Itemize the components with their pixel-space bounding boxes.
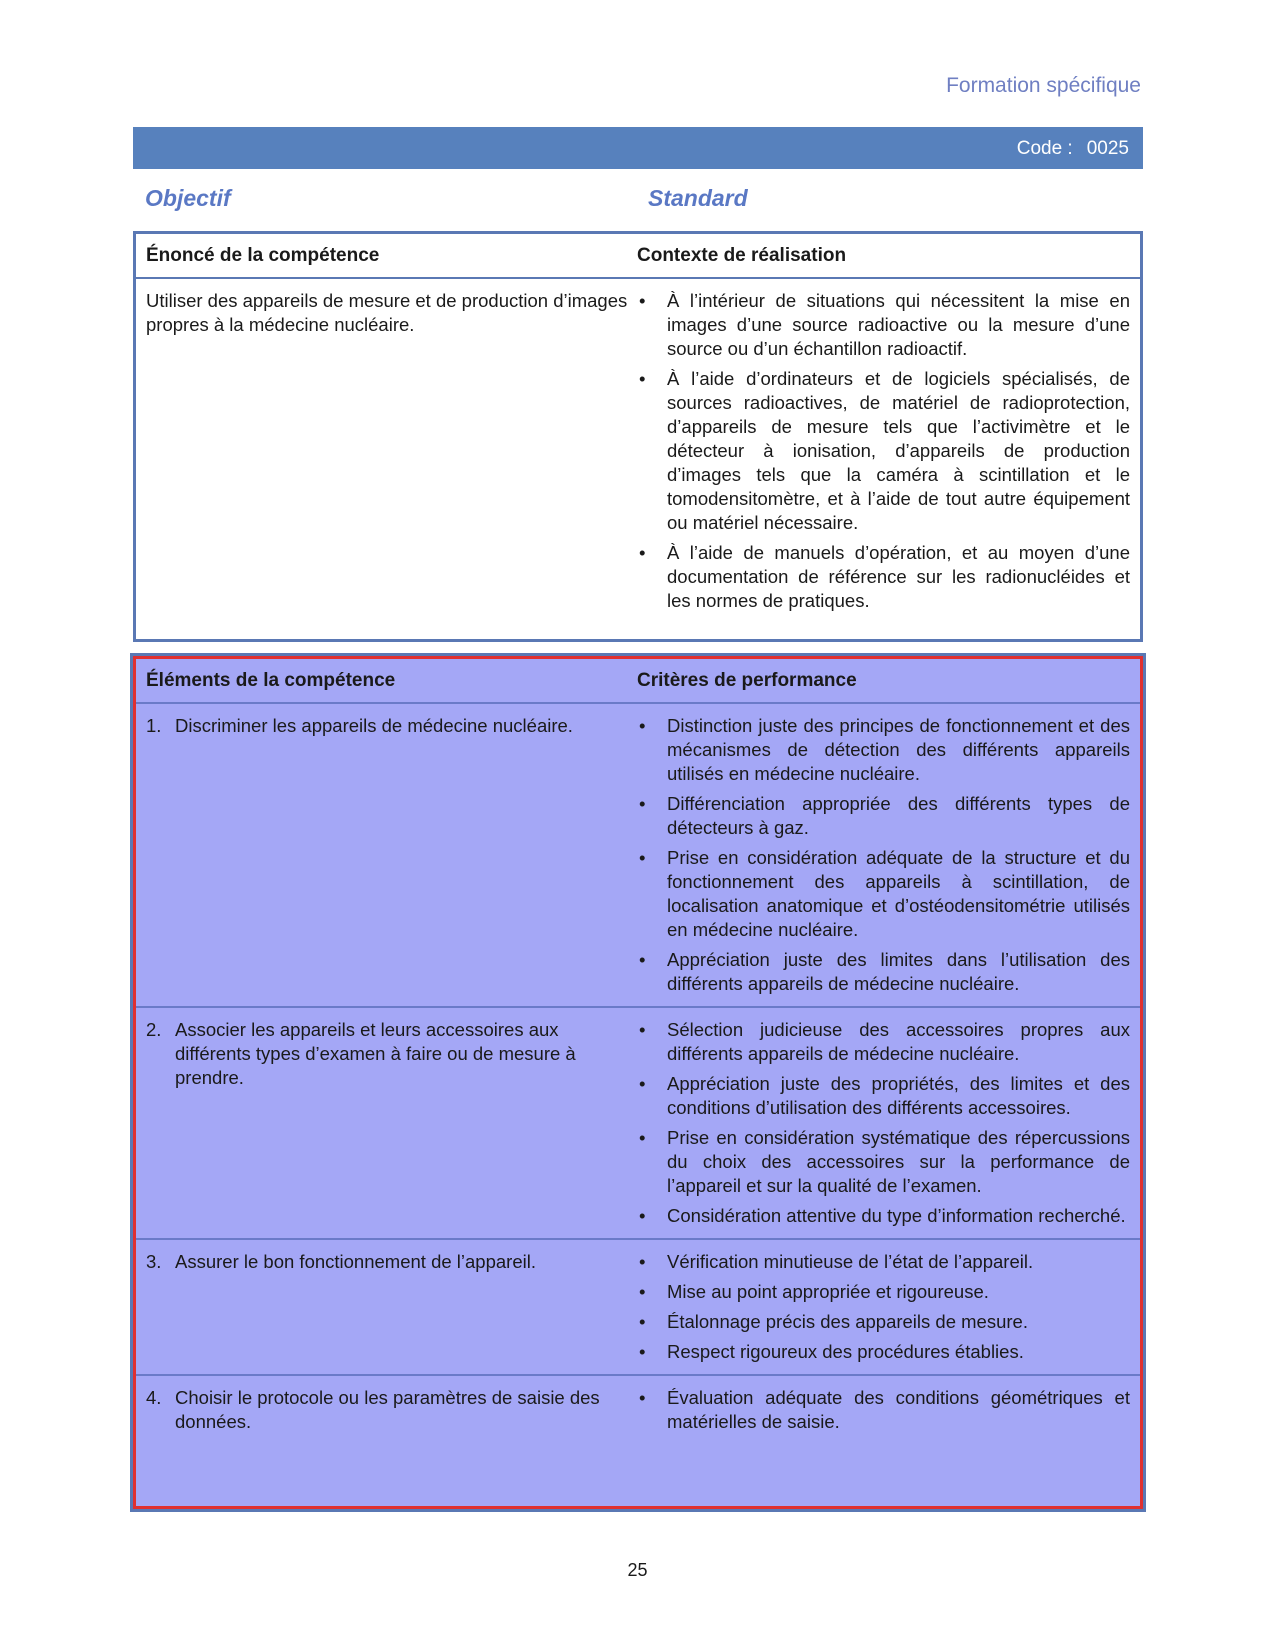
list-item: • Distinction juste des principes de fonctionnement et des mécanismes de détection des différents appareils utilisés en médecine nucléaire.	[637, 714, 1130, 786]
table-row	[136, 704, 1140, 1008]
criteria-list	[637, 1018, 1130, 1228]
list-item: • Mise au point appropriée et rigoureuse.	[637, 1280, 1130, 1304]
element-text: Assurer le bon fonctionnement de l’appareil.	[175, 1251, 536, 1272]
table-row	[136, 1008, 1140, 1240]
competency-elements-table	[133, 656, 1143, 1509]
element-item	[146, 1018, 637, 1090]
table-row	[136, 1376, 1140, 1444]
list-item: • Prise en considération systématique des répercussions du choix des accessoires sur la performance de l’appareil et sur la qualité de l’examen.	[637, 1126, 1130, 1198]
list-item: • Appréciation juste des propriétés, des limites et des conditions d’utilisation des différents accessoires.	[637, 1072, 1130, 1120]
list-item: • À l’aide de manuels d’opération, et au moyen d’une documentation de référence sur les radionucléides et les normes de pratiques.	[637, 541, 1130, 613]
criteria-list	[637, 1386, 1130, 1434]
table-row	[136, 1240, 1140, 1376]
list-item: • Évaluation adéquate des conditions géométriques et matérielles de saisie.	[637, 1386, 1130, 1434]
document-header-title: Formation spécifique	[946, 74, 1141, 97]
code-bar	[133, 127, 1143, 169]
table-row	[136, 279, 1140, 619]
elements-header: Éléments de la compétence	[146, 669, 396, 691]
element-number: 1.	[146, 715, 162, 736]
list-item: • Appréciation juste des limites dans l’utilisation des différents appareils de médecine nucléaire.	[637, 948, 1130, 996]
competency-statement: Utiliser des appareils de mesure et de production d’images propres à la médecine nucléaire.	[146, 290, 628, 335]
element-item	[146, 1386, 637, 1434]
element-text: Associer les appareils et leurs accessoires aux différents types d’examen à faire ou de mesure à prendre.	[175, 1019, 576, 1088]
list-item: • À l’aide d’ordinateurs et de logiciels spécialisés, de sources radioactives, de matériel de radioprotection, d’appareils de mesure tels que l’activimètre et le détecteur à ionisation, d’appareils de production d’images tels que la caméra à scintillation et le tomodensitomètre, et à l’aide de tout autre équipement ou matériel nécessaire.	[637, 367, 1130, 535]
list-item: • À l’intérieur de situations qui nécessitent la mise en images d’une source radioactive ou la mesure d’une source ou d’un échantillon radioactif.	[637, 289, 1130, 361]
list-item: • Respect rigoureux des procédures établies.	[637, 1340, 1130, 1364]
table-header-row	[136, 234, 1140, 279]
criteria-header: Critères de performance	[637, 669, 857, 691]
competency-code	[1017, 138, 1129, 160]
objective-heading: Objectif	[145, 185, 231, 211]
element-text: Choisir le protocole ou les paramètres de saisie des données.	[175, 1387, 600, 1432]
element-number: 2.	[146, 1019, 162, 1040]
element-number: 4.	[146, 1387, 162, 1408]
criteria-list	[637, 1250, 1130, 1364]
page-number: 25	[627, 1560, 648, 1580]
list-item: • Considération attentive du type d’information recherché.	[637, 1204, 1130, 1228]
list-item: • Différenciation appropriée des différents types de détecteurs à gaz.	[637, 792, 1130, 840]
element-item	[146, 714, 637, 738]
element-number: 3.	[146, 1251, 162, 1272]
context-header: Contexte de réalisation	[637, 244, 847, 266]
list-item: • Étalonnage précis des appareils de mesure.	[637, 1310, 1130, 1334]
criteria-list	[637, 714, 1130, 996]
competency-statement-table	[133, 231, 1143, 642]
statement-header: Énoncé de la compétence	[146, 244, 380, 266]
standard-heading: Standard	[648, 185, 748, 211]
element-text: Discriminer les appareils de médecine nucléaire.	[175, 715, 573, 736]
code-label: Code :	[1016, 138, 1073, 159]
list-item: • Prise en considération adéquate de la structure et du fonctionnement des appareils à scintillation, de localisation anatomique et d’ostéodensitométrie utilisés en médecine nucléaire.	[637, 846, 1130, 942]
table-header-row	[136, 659, 1140, 704]
context-list	[637, 289, 1130, 613]
list-item: • Vérification minutieuse de l’état de l’appareil.	[637, 1250, 1130, 1274]
element-item	[146, 1250, 637, 1274]
list-item: • Sélection judicieuse des accessoires propres aux différents appareils de médecine nucléaire.	[637, 1018, 1130, 1066]
code-value: 0025	[1086, 138, 1129, 159]
